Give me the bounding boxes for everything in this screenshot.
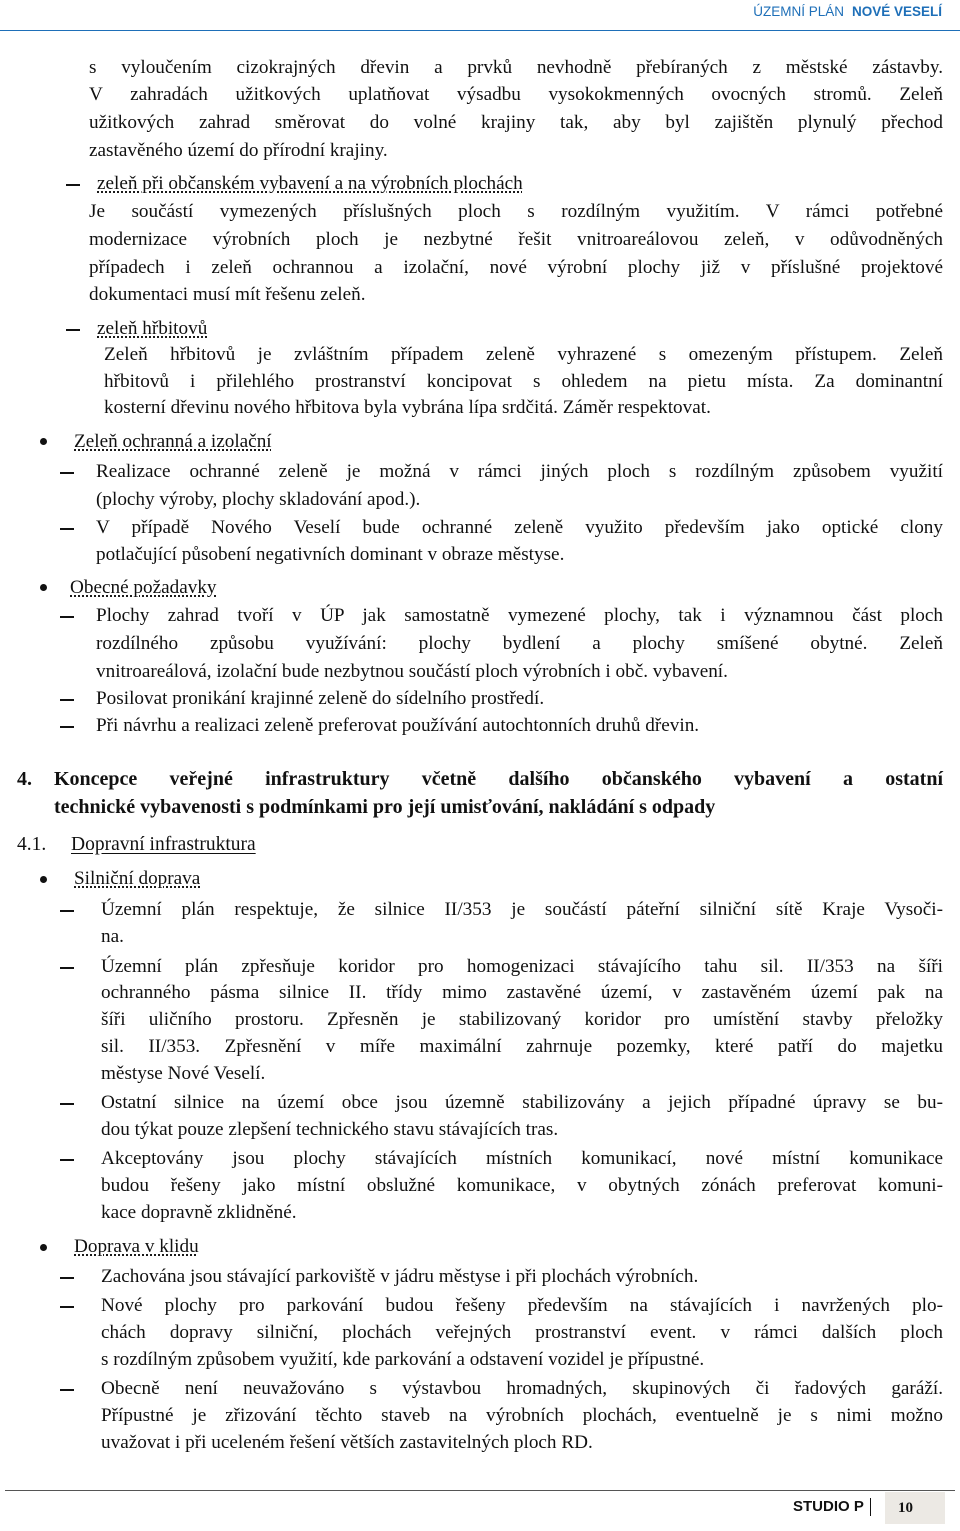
subheading-protective-greenery: Zeleň ochranná a izolační xyxy=(74,431,272,452)
subheading-general-requirements: Obecné požadavky xyxy=(70,577,217,598)
dash-bullet xyxy=(60,726,74,728)
body-line: sil. II/353. Zpřesnění v míře maximální zahrnuje pozemky, které patří do majetku xyxy=(101,1036,943,1057)
body-line: chách dopravy silniční, plochách veřejných prostranství event. v rámci dalších ploch xyxy=(101,1322,943,1343)
dash-bullet xyxy=(60,1389,74,1391)
subheading-civic-greenery: zeleň při občanském vybavení a na výrobních plochách xyxy=(97,173,523,194)
header-doc-type: ÚZEMNÍ PLÁN xyxy=(753,4,844,19)
dash-bullet xyxy=(60,967,74,969)
subsection-number: 4.1. xyxy=(17,834,47,855)
dash-bullet xyxy=(60,1159,74,1161)
body-line: Přípustné je zřizování těchto staveb na výrobních plochách, eventuelně je s nimi možno xyxy=(101,1405,943,1426)
body-line: s vyloučením cizokrajných dřevin a prvků nevhodně přebíraných z městské zástavby. xyxy=(89,57,943,78)
body-line: Územní plán respektuje, že silnice II/353 je součástí páteřní silniční sítě Kraje Vysoči- xyxy=(101,899,943,920)
body-line: kosterní dřevinu nového hřbitova byla vybrána lípa srdčitá. Záměr respektovat. xyxy=(104,397,711,418)
dash-bullet xyxy=(66,184,80,186)
body-line: Obecně není neuvažováno s výstavbou hromadných, skupinových či řadových garáží. xyxy=(101,1378,943,1399)
body-line: ochranného pásma silnice II. třídy mimo zastavěné území, v zastavěném území pak na xyxy=(101,982,943,1003)
round-bullet xyxy=(40,1244,47,1251)
body-line: Ostatní silnice na území obce jsou územně stabilizovány a jejich případné úpravy se bu- xyxy=(101,1092,943,1113)
body-line: případech i zeleň ochrannou a izolační, nové výrobní plochy již v příslušné projektové xyxy=(89,257,943,278)
body-line: dokumentaci musí mít řešenu zeleň. xyxy=(89,284,366,305)
dash-bullet xyxy=(60,472,74,474)
body-line: rozdílného způsobu využívání: plochy bydlení a plochy smíšené obytné. Zeleň xyxy=(96,633,943,654)
body-line: městyse Nové Veselí. xyxy=(101,1063,266,1084)
body-line: uvažovat i při uceleném řešení větších zastavitelných ploch RD. xyxy=(101,1432,593,1453)
footer-rule xyxy=(5,1490,955,1491)
page-number: 10 xyxy=(898,1500,913,1516)
section-title-line: technické vybavenosti s podmínkami pro její umisťování, nakládání s odpady xyxy=(54,796,716,818)
page-number-box xyxy=(885,1492,945,1524)
dash-bullet xyxy=(60,528,74,530)
body-line: Nové plochy pro parkování budou řešeny především na stávajících i navržených plo- xyxy=(101,1295,943,1316)
body-line: kace dopravně zklidněné. xyxy=(101,1202,297,1223)
body-line: šíři uličního prostoru. Zpřesněn je stabilizovaný koridor pro umístění stavby přeložky xyxy=(101,1009,943,1030)
subheading-cemetery-greenery: zeleň hřbitovů xyxy=(97,318,208,339)
body-line: Územní plán zpřesňuje koridor pro homogenizaci stávajícího tahu sil. II/353 na šíři xyxy=(101,956,943,977)
body-line: Akceptovány jsou plochy stávajících místních komunikací, nové místní komunikace xyxy=(101,1148,943,1169)
body-line: dou týkat pouze zlepšení technického stavu stávajících tras. xyxy=(101,1119,559,1140)
header-town: NOVÉ VESELÍ xyxy=(851,4,942,19)
body-line: budou řešeny jako místní obslužné komunikace, v obytných zónách preferovat komuni- xyxy=(101,1175,943,1196)
body-line: (plochy výroby, plochy skladování apod.). xyxy=(96,489,421,510)
body-line: V zahradách užitkových uplatňovat výsadbu vysokokmenných ovocných stromů. Zeleň xyxy=(89,84,943,105)
round-bullet xyxy=(40,584,47,591)
section-title-line: Koncepce veřejné infrastruktury včetně dalšího občanského vybavení a ostatní xyxy=(54,768,943,790)
body-line: Plochy zahrad tvoří v ÚP jak samostatně vymezené plochy, tak i významnou část ploch xyxy=(96,605,943,626)
body-line: modernizace výrobních ploch je nezbytné řešit vnitroareálovou zeleň, v odůvodněných xyxy=(89,229,943,250)
subheading-static-traffic: Doprava v klidu xyxy=(74,1236,199,1257)
body-line: potlačující působení negativních dominant v obraze městyse. xyxy=(96,544,565,565)
dash-bullet xyxy=(60,616,74,618)
running-header xyxy=(753,4,942,19)
body-line: Zeleň hřbitovů je zvláštním případem zeleně vyhrazené s omezeným přístupem. Zeleň xyxy=(104,344,943,365)
dash-bullet xyxy=(60,1277,74,1279)
dash-bullet xyxy=(60,699,74,701)
body-line: vnitroareálová, izolační bude nezbytnou součástí ploch výrobních i obč. vybavení. xyxy=(96,661,728,682)
body-line: užitkových zahrad směrovat do volné krajiny tak, aby byl zajištěn plynulý přechod xyxy=(89,112,943,133)
dash-bullet xyxy=(60,1306,74,1308)
body-line: Zachována jsou stávající parkoviště v jádru městyse i při plochách výrobních. xyxy=(101,1266,699,1287)
round-bullet xyxy=(40,876,47,883)
subsection-title: Dopravní infrastruktura xyxy=(71,834,256,855)
header-rule xyxy=(0,30,960,31)
body-line: s rozdílným způsobem využití, kde parkování a odstavení vozidel je přípustné. xyxy=(101,1349,705,1370)
dash-bullet xyxy=(66,329,80,331)
body-line: hřbitovů i přilehlého prostranství koncipovat s ohledem na pietu místa. Za dominantní xyxy=(104,371,943,392)
body-line: na. xyxy=(101,926,124,947)
body-line: Posilovat pronikání krajinné zeleně do sídelního prostředí. xyxy=(96,688,545,709)
footer-divider xyxy=(870,1498,871,1516)
section-number: 4. xyxy=(17,768,32,790)
round-bullet xyxy=(40,438,47,445)
studio-name: STUDIO P xyxy=(793,1498,864,1515)
dash-bullet xyxy=(60,1103,74,1105)
footer-studio xyxy=(793,1498,877,1516)
body-line: Realizace ochranné zeleně je možná v rámci jiných ploch s rozdílným způsobem využití xyxy=(96,461,943,482)
dash-bullet xyxy=(60,910,74,912)
subheading-road-transport: Silniční doprava xyxy=(74,868,201,889)
body-line: V případě Nového Veselí bude ochranné zeleně využito především jako optické clony xyxy=(96,517,943,538)
body-line: Je součástí vymezených příslušných ploch s rozdílným využitím. V rámci potřebné xyxy=(89,201,943,222)
body-line: Při návrhu a realizaci zeleně preferovat používání autochtonních druhů dřevin. xyxy=(96,715,700,736)
body-line: zastavěného území do přírodní krajiny. xyxy=(89,140,388,161)
